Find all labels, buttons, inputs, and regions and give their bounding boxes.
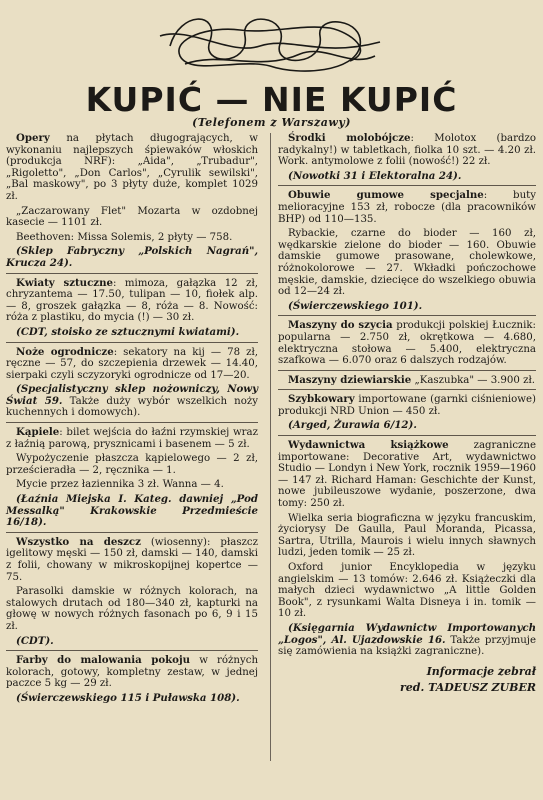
- item-obuwie: Obuwie gumowe specjalne: buty melioracyjne 153 zł, robocze (dla pracowników BHP) od 110—135.: [278, 189, 536, 225]
- source-noze: (Specjalistyczny sklep nożowniczy, Nowy Świat 59. Także duży wybór wszelkich noży kuchennych i domowych).: [6, 383, 258, 419]
- divider: [6, 342, 258, 343]
- source-szybkowary: (Arged, Żurawia 6/12).: [288, 419, 417, 432]
- author-signature: [278, 664, 536, 696]
- item-kapiele-2: Wypożyczenie płaszcza kąpielowego — 2 zł, prześcieradła — 2, ręcznika — 1.: [6, 453, 258, 476]
- item-wydawnictwa-3: Oxford junior Encyklopedia w języku angielskim — 13 tomów: 2.646 zł. Książeczki dla małych dzieci wydawnictwo „A little Golden Book", z rysunkami Walta Disneya i in. tomik — 10 zł.: [278, 562, 536, 620]
- divider: [278, 315, 536, 316]
- item-wydawnictwa-2: Wielka seria biograficzna w języku francuskim, życiorysy De Gaulla, Paul Moranda, Picassa, Sartra, Utrilla, Maurois i wielu innych sławnych ludzi, jeden tomik — 25 zł.: [278, 512, 536, 559]
- item-opery-2: „Zaczarowany Flet" Mozarta w ozdobnej kasecie — 1101 zł.: [6, 205, 258, 229]
- item-kapiele: Kąpiele: bilet wejścia do łaźni rzymskiej wraz z łaźnią parową, prysznicami i basenem — 5 zł.: [6, 426, 258, 450]
- item-opery: Opery na płytach długogrających, w wykonaniu najlepszych śpiewaków włoskich (produkcja NRF): „Aida", „Trubadur", „Rigoletto", „Don Carlos", „Cyrulik sewilski", „Bal maskowy", po 3 płyty duże, komplet 1029 zł.: [6, 132, 258, 202]
- column-divider: [270, 133, 271, 761]
- divider: [278, 185, 536, 186]
- divider: [278, 435, 536, 436]
- item-szybkowary: Szybkowary importowane (garnki ciśnieniowe) produkcji NRD Union — 450 zł.: [278, 393, 536, 417]
- source-opery: (Sklep Fabryczny „Polskich Nagrań", Krucza 24).: [6, 245, 258, 269]
- item-noze: Noże ogrodnicze: sekatory na kij — 78 zł, ręczne — 57, do szczepienia drzewek — 14.40, sierpaki czyli sczyzoryki ogrodnicze od 17—20.: [6, 345, 258, 381]
- source-wydawnictwa: (Księgarnia Wydawnictw Importowanych „Logos", Al. Ujazdowskie 16. Także przyjmuje się zamówienia na książki zagraniczne).: [278, 621, 536, 658]
- signature-line-2: red. TADEUSZ ZUBER: [399, 680, 536, 694]
- right-column: [278, 133, 536, 696]
- divider: [6, 273, 258, 274]
- source-kwiaty: (CDT, stoisko ze sztucznymi kwiatami).: [16, 325, 240, 338]
- item-deszcz-2: Parasolki damskie w różnych kolorach, na stalowych drutach od 180—340 zł, kapturki na głowę w nowych różnych fasonach po 6, 9 i 15 zł.: [6, 586, 258, 632]
- divider: [278, 389, 536, 390]
- item-kwiaty: Kwiaty sztuczne: mimoza, gałązka 12 zł, chryzantema — 17.50, tulipan — 10, fiołek alp. — 8, groszek gałązka — 8, róża — 8. Nowość: róża z plastiku, do mycia (!) — 30 zł.: [6, 276, 258, 324]
- item-maszyny-szycia: Maszyny do szycia produkcji polskiej Łucznik: popularna — 2.750 zł, okrętkowa — 4.680, elektryczna stołowa — 5.400, elektryczna szafkowa — 6.070 oraz 6 dalszych rodzajów.: [278, 319, 536, 367]
- item-farby: Farby do malowania pokoju w różnych kolorach, gotowy, kompletny zestaw, w jednej paczce 5 kg — 29 zł.: [6, 654, 259, 690]
- source-srodki: (Nowotki 31 i Elektoralna 24).: [288, 169, 462, 182]
- divider: [6, 422, 258, 423]
- page-subtitle: (Telefonem z Warszawy): [192, 116, 351, 129]
- source-obuwie: (Świerczewskiego 101).: [288, 299, 423, 312]
- source-kapiele: (Łaźnia Miejska I. Kateg. dawniej „Pod Messalką" Krakowskie Przedmieście 16/18).: [6, 493, 258, 529]
- page-title: KUPIĆ — NIE KUPIĆ: [85, 80, 458, 119]
- divider: [6, 650, 258, 651]
- item-wydawnictwa: Wydawnictwa książkowe zagraniczne importowane: Decorative Art, wydawnictwo Studio — Londyn i New York, rocznik 1959—1960 — 147 zł. Richard Haman: Geschichte der Kunst, nowe jubileuszowe wydanie, poszerzone, dwa tomy: 250 zł.: [278, 439, 536, 510]
- source-farby: (Świerczewskiego 115 i Puławska 108).: [16, 691, 240, 704]
- item-kapiele-3: Mycie przez łaziennika 3 zł. Wanna — 4.: [16, 479, 224, 491]
- source-deszcz: (CDT).: [16, 634, 54, 647]
- item-deszcz: Wszystko na deszcz (wiosenny): płaszcz igelitowy męski — 150 zł, damski — 140, damski z folii, chowany w mikroskopijnej kopertce — 75.: [6, 535, 258, 583]
- divider: [278, 370, 536, 371]
- left-column: [6, 133, 258, 708]
- scribble-decoration: [150, 6, 390, 80]
- item-maszyny-dziewiarskie: Maszyny dziewiarskie „Kaszubka" — 3.900 zł.: [288, 373, 536, 386]
- signature-line-1: Informacje zebrał: [426, 664, 536, 678]
- item-obuwie-2: Rybackie, czarne do bioder — 160 zł, wędkarskie zielone do bioder — 160. Obuwie damskie gumowe prasowane, cholewkowe, różnokolorowe — 27. Wkładki pończochowe męskie, damskie, dziecięce do wszelkiego obuwia od 12—24 zł.: [278, 228, 536, 298]
- divider: [6, 532, 258, 533]
- item-opery-3: Beethoven: Missa Solemis, 2 płyty — 758.: [16, 231, 233, 243]
- item-srodki: Środki molobójcze: Molotox (bardzo radykalny!) w tabletkach, fiolka 10 szt. — 4.20 zł. Work. antymolowe z folii (nowość!) 22 zł.: [278, 132, 536, 168]
